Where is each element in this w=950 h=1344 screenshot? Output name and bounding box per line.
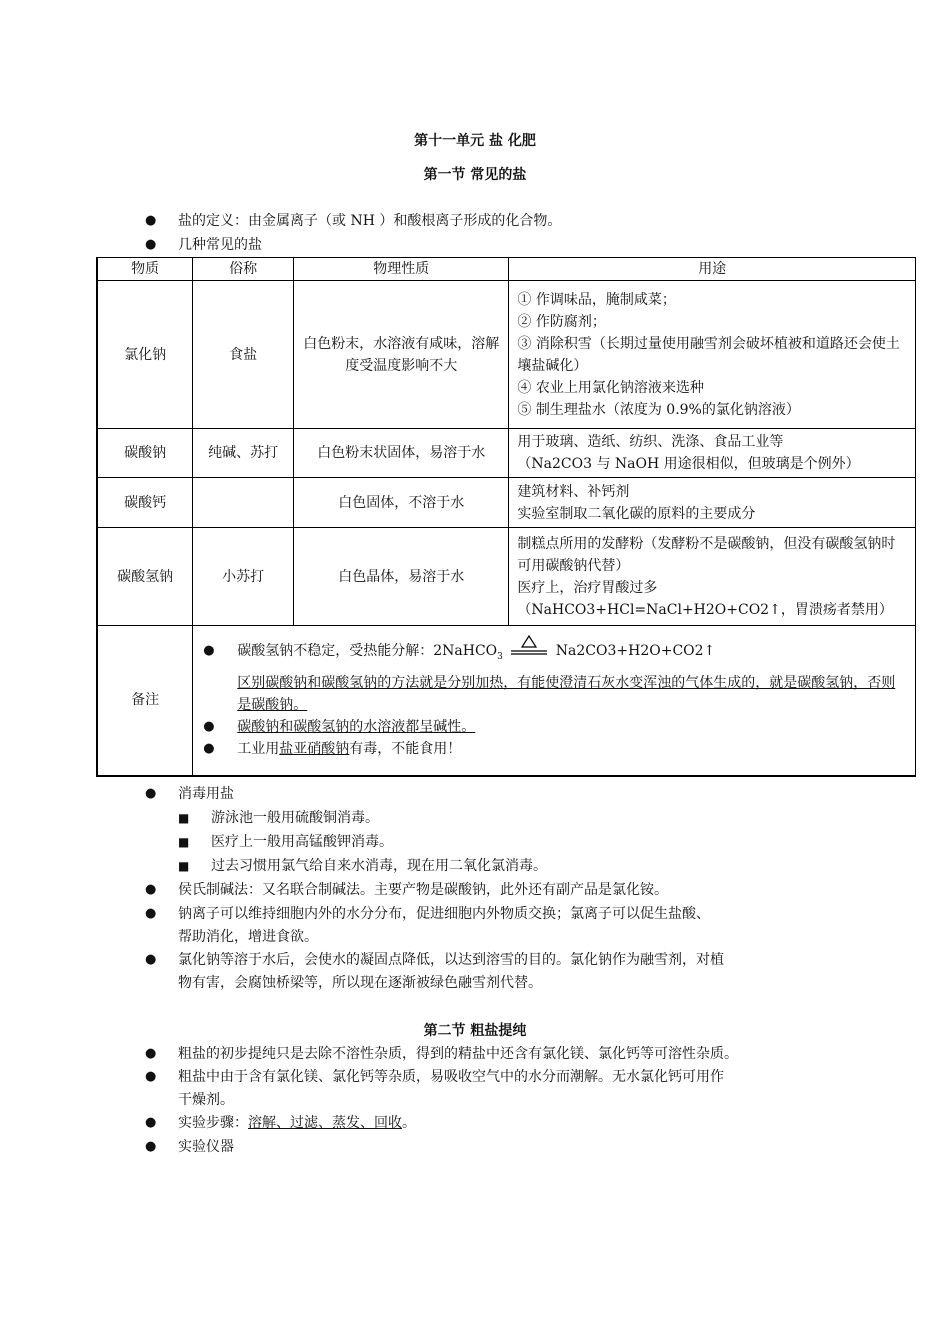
purify-p1: 粗盐的初步提纯只是去除不溶性杂质，得到的精盐中还含有氯化镁、氯化钙等可溶性杂质。 bbox=[178, 1046, 738, 1062]
use-line: ④ 农业上用氯化钠溶液来选种 bbox=[517, 379, 704, 396]
note-decomposition-products: Na2CO3+H2O+CO2↑ bbox=[555, 643, 716, 660]
note-nitrite bbox=[199, 738, 897, 760]
bullet-icon: ● bbox=[203, 719, 215, 735]
cell-common-name bbox=[193, 478, 294, 528]
header-physical: 物理性质 bbox=[294, 258, 509, 281]
note-alkaline-text: 碳酸钠和碳酸氢钠的水溶液都呈碱性。 bbox=[237, 719, 476, 736]
bullet-icon: ● bbox=[145, 1069, 157, 1084]
use-line: ① 作调味品，腌制咸菜； bbox=[517, 291, 676, 308]
cell-physical: 白色固体，不溶于水 bbox=[294, 478, 509, 528]
square-bullet-icon: ■ bbox=[178, 811, 190, 825]
bullet-icon: ● bbox=[203, 643, 215, 659]
purify-steps bbox=[178, 1112, 416, 1134]
cell-uses bbox=[509, 281, 916, 429]
use-line: （Na2CO3 与 NaOH 用途很相似，但玻璃是个例外） bbox=[517, 456, 860, 472]
purify-steps-end: 。 bbox=[402, 1115, 416, 1131]
notes-cell bbox=[193, 626, 916, 776]
ions-line-1: 钠离子可以维持细胞内外的水分分布，促进细胞内外物质交换；氯离子可以促生盐酸、 bbox=[178, 906, 710, 922]
bullet-icon: ● bbox=[145, 1139, 157, 1154]
ions-line-2: 帮助消化，增进食欲。 bbox=[178, 929, 318, 945]
disinfect-item: 医疗上一般用高锰酸钾消毒。 bbox=[211, 834, 393, 850]
square-bullet-icon: ■ bbox=[178, 859, 190, 873]
note-nitrite-a: 工业用 bbox=[237, 741, 280, 758]
cell-common-name: 小苏打 bbox=[193, 528, 294, 626]
cell-substance: 氯化钠 bbox=[97, 281, 193, 429]
note-nitrite-b: 盐亚硝酸钠 bbox=[279, 741, 350, 758]
cell-physical: 白色粉末状固体，易溶于水 bbox=[294, 429, 509, 478]
bullet-icon: ● bbox=[145, 786, 157, 801]
square-bullet-icon: ■ bbox=[178, 835, 190, 849]
purify-steps-label: 实验步骤： bbox=[178, 1115, 248, 1131]
note-distinguish: 区别碳酸钠和碳酸氢钠的方法就是分别加热，有能使澄清石灰水变浑浊的气体生成的，就是碳酸氢钠，否则是碳酸钠。 bbox=[237, 675, 896, 714]
note-decomposition-text: 碳酸氢钠不稳定，受热能分解：2NaHCO bbox=[237, 643, 498, 660]
bullet-icon: ● bbox=[145, 952, 157, 967]
header-common-name: 俗称 bbox=[193, 258, 294, 281]
note-decomposition: ● 碳酸氢钠不稳定，受热能分解：2NaHCO$_3$ Na2CO3+H2O+CO2↑ bbox=[199, 640, 897, 668]
cell-substance: 碳酸氢钠 bbox=[97, 528, 193, 626]
cell-substance: 碳酸钙 bbox=[97, 478, 193, 528]
notes-label: 备注 bbox=[97, 626, 193, 776]
purify-instruments: 实验仪器 bbox=[178, 1139, 234, 1155]
cell-substance: 碳酸钠 bbox=[97, 429, 193, 478]
use-line: ③ 消除积雪（长期过量使用融雪剂会破坏植被和道路还会使土壤盐碱化） bbox=[517, 335, 900, 374]
cell-uses bbox=[509, 478, 916, 528]
bullet-icon: ● bbox=[145, 1115, 157, 1130]
section2-title: 第二节 粗盐提纯 bbox=[423, 1023, 527, 1039]
salt-definition: 盐的定义：由金属离子（或 NH ）和酸根离子形成的化合物。 bbox=[178, 213, 562, 229]
bullet-icon: ● bbox=[145, 1046, 157, 1061]
use-line: 实验室制取二氧化碳的原料的主要成分 bbox=[517, 505, 756, 522]
use-line: ② 作防腐剂； bbox=[517, 313, 606, 330]
table-row bbox=[97, 429, 916, 478]
cell-physical: 白色粉末，水溶液有咸味，溶解度受温度影响不大 bbox=[294, 281, 509, 429]
common-salts-heading: 几种常见的盐 bbox=[178, 237, 262, 253]
bullet-icon: ● bbox=[145, 882, 157, 897]
salts-table bbox=[96, 257, 916, 777]
bullet-icon: ● bbox=[145, 906, 157, 921]
use-line: 用于玻璃、造纸、纺织、洗涤、食品工业等 bbox=[517, 434, 784, 450]
table-row bbox=[97, 281, 916, 429]
snow-line-2: 物有害，会腐蚀桥梁等，所以现在逐渐被绿色融雪剂代替。 bbox=[178, 975, 542, 991]
cell-common-name: 纯碱、苏打 bbox=[193, 429, 294, 478]
disinfect-item: 过去习惯用氯气给自来水消毒，现在用二氧化氯消毒。 bbox=[211, 858, 547, 874]
hou-process: 侯氏制碱法：又名联合制碱法。主要产物是碳酸钠，此外还有副产品是氯化铵。 bbox=[178, 882, 668, 898]
table-header-row bbox=[97, 258, 916, 281]
heat-arrow-icon bbox=[507, 641, 551, 661]
header-substance: 物质 bbox=[97, 258, 193, 281]
note-alkaline bbox=[199, 716, 897, 738]
unit-title: 第十一单元 盐 化肥 bbox=[414, 133, 536, 149]
use-line: （NaHCO3+HCl=NaCl+H2O+CO2↑，胃溃疡者禁用） bbox=[517, 601, 893, 618]
purify-p2-line2: 干燥剂。 bbox=[178, 1092, 234, 1108]
note-nitrite-c: 有毒，不能食用！ bbox=[349, 741, 462, 758]
table-row bbox=[97, 478, 916, 528]
table-row bbox=[97, 528, 916, 626]
purify-steps-list: 溶解、过滤、蒸发、回收 bbox=[248, 1115, 402, 1131]
use-line: 医疗上，治疗胃酸过多 bbox=[517, 579, 658, 596]
cell-physical: 白色晶体，易溶于水 bbox=[294, 528, 509, 626]
bullet-icon: ● bbox=[145, 237, 157, 252]
bullet-icon: ● bbox=[203, 741, 215, 757]
bullet-icon: ● bbox=[145, 213, 157, 228]
cell-uses bbox=[509, 429, 916, 478]
use-line: 建筑材料、补钙剂 bbox=[517, 483, 630, 500]
cell-uses bbox=[509, 528, 916, 626]
purify-p2-line1: 粗盐中由于含有氯化镁、氯化钙等杂质，易吸收空气中的水分而潮解。无水氯化钙可用作 bbox=[178, 1069, 724, 1085]
use-line: 制糕点所用的发酵粉（发酵粉不是碳酸钠，但没有碳酸氢钠时可用碳酸钠代替） bbox=[517, 535, 896, 574]
use-line: ⑤ 制生理盐水（浓度为 0.9%的氯化钠溶液） bbox=[517, 401, 800, 418]
section1-title: 第一节 常见的盐 bbox=[423, 167, 527, 183]
cell-common-name: 食盐 bbox=[193, 281, 294, 429]
disinfect-heading: 消毒用盐 bbox=[178, 786, 234, 802]
disinfect-item: 游泳池一般用硫酸铜消毒。 bbox=[211, 810, 379, 826]
snow-line-1: 氯化钠等溶于水后，会使水的凝固点降低，以达到溶雪的目的。氯化钠作为融雪剂，对植 bbox=[178, 952, 724, 968]
header-uses: 用途 bbox=[509, 258, 916, 281]
table-notes-row bbox=[97, 626, 916, 776]
